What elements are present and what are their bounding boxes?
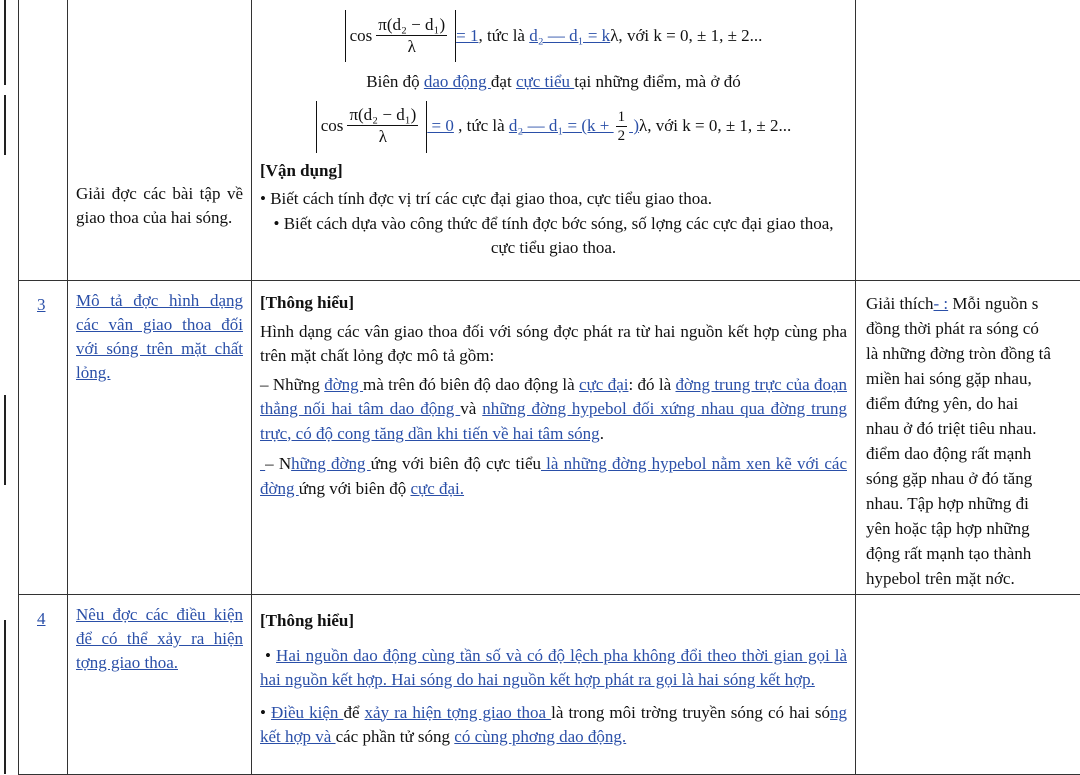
topic-link[interactable]: Nêu đợc các điều kiện để có thể xảy ra hiện tợng giao thoa. [76,605,243,672]
half-fraction: $\frac{1}{2}$ [616,108,628,145]
thong-hieu-heading: [Thông hiểu] [260,609,847,634]
abs-cos-expression: cos $\frac{\text{π(d₂ − d₁)}}{\lambda}$ [345,10,457,62]
link-cuc-dai-2[interactable]: cực đại. [410,479,464,498]
list-item: • Biết cách dựa vào công thức để tính đợc bớc sóng, số lợng các cực đại giao thoa, cực tiểu giao thoa. [260,212,847,261]
topic-cell [68,0,252,281]
note-line: sóng gặp nhau ở đó tăng [866,466,1080,491]
fraction: $\frac{\text{π(d₂ − d₁)}}{\lambda}$ [347,105,418,148]
note-line: nhau ở đó triệt tiêu nhau. [866,416,1080,441]
max-formula: cos $\frac{\text{π(d₂ − d₁)}}{\lambda}$ = 1 , tức là d₂ — d₁ = k λ, với k = 0, ± 1, ± 2... [260,10,847,62]
list-item: – Những đờng ứng với biên độ cực tiểu là những đờng hypebol nằm xen kẽ với các đờng ứng với biên độ cực đại. [260,452,847,501]
min-description: Biên độ dao động đạt cực tiểu tại những điểm, mà ở đó [260,70,847,95]
note-line: điểm đứng yên, do hai [866,391,1080,416]
row-number-link[interactable]: 4 [37,609,46,628]
link-close-paren[interactable]: ) [629,114,639,139]
link-equals-zero[interactable]: = 0 [427,114,454,139]
note-line: miền hai sóng gặp nhau, [866,366,1080,391]
content-cell [252,0,856,281]
topic-cell [68,595,252,775]
row-number-cell [19,0,68,281]
link-hypebol[interactable]: những đờng hypebol đối xứng nhau qua đờng trung trực, có độ cong tăng dần khi tiến về hai tâm sóng [260,399,847,443]
link-xay-ra-giao-thoa[interactable]: xảy ra hiện tợng giao thoa [365,703,552,722]
link-dao-dong[interactable]: dao động [424,72,491,91]
link-hypebol-xen-ke[interactable]: là những đờng hypebol nằm xen kẽ với các đờng [260,454,847,498]
margin-change-bar [4,95,6,155]
row-number-cell [19,281,68,595]
list-item: • Điều kiện để xảy ra hiện tợng giao thoa là trong môi trờng truyền sóng có hai sóng kết hợp và các phần tử sóng có cùng phơng dao động. [260,701,847,750]
table-row [19,281,1080,595]
row-number-cell [19,595,68,775]
bullet-icon: • [260,646,271,665]
bullet-icon: • [260,189,266,208]
note-line: điểm dao động rất mạnh [866,441,1080,466]
link-dieu-kien[interactable]: Điều kiện [271,703,343,722]
margin-change-bar [4,0,6,85]
list-item: • Biết cách tính đợc vị trí các cực đại giao thoa, cực tiểu giao thoa. [260,187,847,212]
note-line: hypebol trên mặt nớc. [866,566,1080,591]
list-item [260,644,847,693]
note-line: đồng thời phát ra sóng có [866,316,1080,341]
link-hai-nguon[interactable]: Hai nguồn dao động cùng tần số và có độ lệch pha không đổi theo thời gian gọi là hai nguồn kết hợp. Hai sóng do hai nguồn kết hợp phát ra gọi là hai sóng kết hợp. [260,646,847,690]
note-cell [856,281,1080,595]
intro-text: Hình dạng các vân giao thoa đối với sóng đợc phát ra từ hai nguồn kết hợp cùng pha trên mặt chất lỏng đợc mô tả gồm: [260,320,847,369]
note-cell [856,0,1080,281]
abs-cos-expression: cos $\frac{\text{π(d₂ − d₁)}}{\lambda}$ [316,101,428,153]
content-cell [252,281,856,595]
thong-hieu-heading: [Thông hiểu] [260,291,847,316]
fraction: $\frac{\text{π(d₂ − d₁)}}{\lambda}$ [376,15,447,58]
curriculum-table [18,0,1080,775]
note-line: động rất mạnh tạo thành [866,541,1080,566]
margin-change-bar [4,395,6,485]
margin-change-bar [4,620,6,774]
link-ket-hop[interactable]: ng kết hợp và [260,703,847,747]
link-nhung-duong[interactable]: hững đờng [291,454,371,473]
row-number-link[interactable]: 3 [37,295,46,314]
content-cell [252,595,856,775]
link-duong-trung-truc[interactable]: đờng trung trực của đoạn thẳng nối hai tâm dao động [260,375,847,419]
bullet-icon: • [273,214,279,233]
note-first-line: Giải thích- : Mỗi nguồn s [866,291,1080,316]
table-row [19,595,1080,775]
note-line: nhau. Tập hợp những đi [866,491,1080,516]
topic-text: Giải đợc các bài tập về giao thoa của hai sóng. [76,184,243,227]
table-row [19,0,1080,281]
note-link[interactable]: - : [934,294,949,313]
link-cuc-tieu[interactable]: cực tiểu [516,72,574,91]
bullet-icon: • [260,703,266,722]
link-equals-one[interactable]: = 1 [456,24,478,49]
note-line: là những đờng tròn đồng tâ [866,341,1080,366]
link-max-relation[interactable]: d₂ — d₁ = k [529,24,610,49]
link-duong[interactable]: đờng [324,375,363,394]
note-line: yên hoặc tập hợp những [866,516,1080,541]
min-formula: cos $\frac{\text{π(d₂ − d₁)}}{\lambda}$ = 0 , tức là d₂ — d₁ = (k + $\frac{1}{2}$ ) λ, với k = 0, ± 1, ± 2... [260,101,847,153]
link-min-relation[interactable]: d₂ — d₁ = (k + [509,114,614,139]
topic-cell [68,281,252,595]
note-cell [856,595,1080,775]
topic-link[interactable]: Mô tả đợc hình dạng các vân giao thoa đối với sóng trên mặt chất lỏng. [76,291,243,382]
link-cung-phuong[interactable]: có cùng phơng dao động. [454,727,626,746]
list-item: – Những đờng mà trên đó biên độ dao động là cực đại: đó là đờng trung trực của đoạn thẳng nối hai tâm dao động và những đờng hypebol đối xứng nhau qua đờng trung trực, có độ cong tăng dần khi tiến về hai tâm sóng. [260,373,847,447]
link-cuc-dai[interactable]: cực đại [579,375,628,394]
van-dung-heading: [Vận dụng] [260,159,847,184]
